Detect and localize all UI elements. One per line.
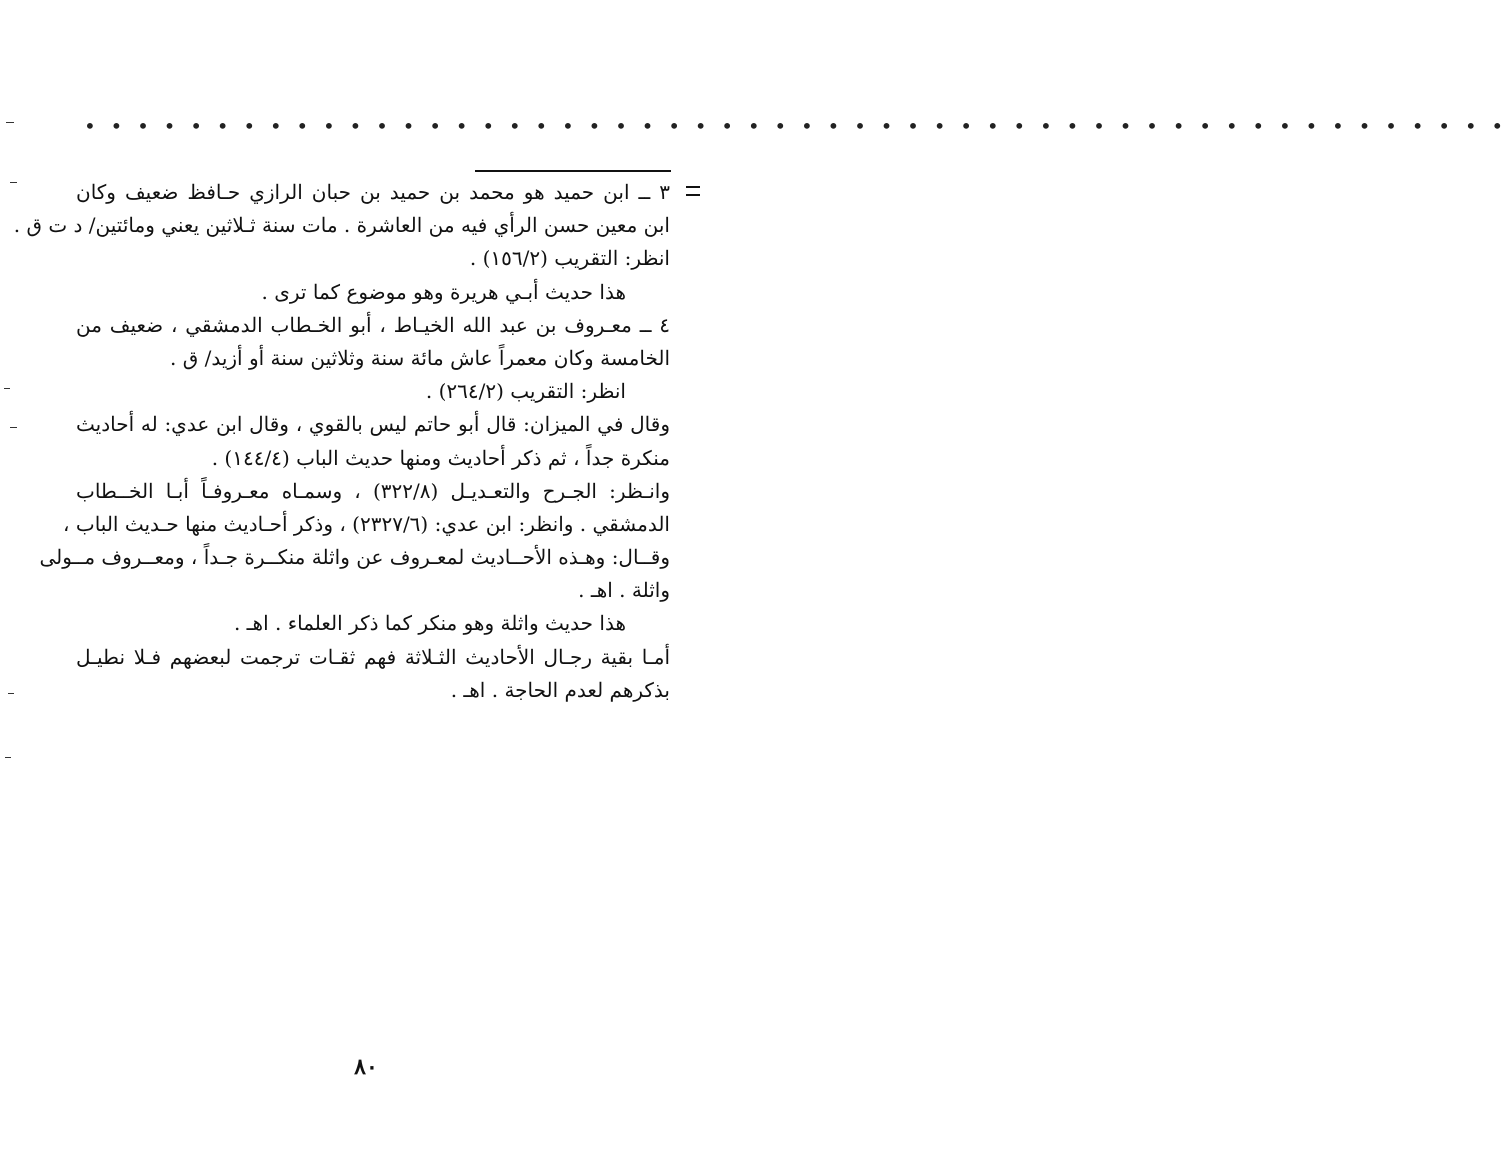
text-line: الدمشقي . وانظر: ابن عدي: (٢٣٢٧/٦) ، وذكر أحـاديث منها حـديث الباب ، (63, 511, 670, 536)
margin-mark-right (686, 186, 700, 196)
margin-mark-left (10, 182, 17, 183)
text-line: ابن معين حسن الرأي فيه من العاشرة . مات سنة ثـلاثين يعني ومائتين/ د ت ق . (13, 213, 670, 238)
separator-dots: • • • • • • • • • • • • • • • • • • • • • • • • • • • • • • • • • • • • • • • • • • • • • • • • • • • • • • (84, 114, 1507, 138)
text-line: انظر: التقريب (٢٦٤/٢) . (425, 379, 626, 404)
text-line: الخامسة وكان معمراً عاش مائة سنة وثلاثين سنة أو أزيد/ ق . (170, 345, 670, 370)
margin-mark-left (8, 693, 14, 694)
footnote-text (13, 176, 670, 707)
text-line: انظر: التقريب (١٥٦/٢) . (469, 246, 670, 271)
text-line: وقــال: وهـذه الأحــاديث لمعـروف عن واثلة منكــرة جـداً ، ومعــروف مــولى (39, 545, 670, 570)
margin-mark-left (4, 388, 10, 389)
text-line: ٣ ــ ابن حميد هو محمد بن حميد بن حبان الرازي حـافظ ضعيف وكان (76, 180, 670, 204)
margin-mark-left (10, 427, 17, 428)
text-line: واثلة . اهـ . (578, 578, 670, 603)
text-line: بذكرهم لعدم الحاجة . اهـ . (450, 677, 670, 702)
footnote-rule (475, 170, 671, 172)
text-line: ٤ ــ معـروف بن عبد الله الخيـاط ، أبو الخـطاب الدمشقي ، ضعيف من (76, 312, 670, 337)
text-line: أمـا بقية رجـال الأحاديث الثـلاثة فهم ثقـات ترجمت لبعضهم فـلا نطيـل (76, 644, 670, 669)
text-line: هذا حديث أبـي هريرة وهو موضوع كما ترى . (261, 279, 626, 304)
text-line: منكرة جداً ، ثم ذكر أحاديث ومنها حديث الباب (١٤٤/٤) . (211, 445, 670, 470)
text-line: هذا حديث واثلة وهو منكر كما ذكر العلماء . اهـ . (233, 611, 626, 636)
text-line: وانـظر: الجـرح والتعـديـل (٣٢٢/٨) ، وسمـاه معـروفـاً أبـا الخــطاب (76, 478, 670, 503)
margin-mark-left (6, 122, 14, 123)
text-line: وقال في الميزان: قال أبو حاتم ليس بالقوي ، وقال ابن عدي: له أحاديث (76, 412, 670, 437)
margin-mark-left (5, 757, 11, 758)
page-number: ٨٠ (354, 1054, 378, 1080)
